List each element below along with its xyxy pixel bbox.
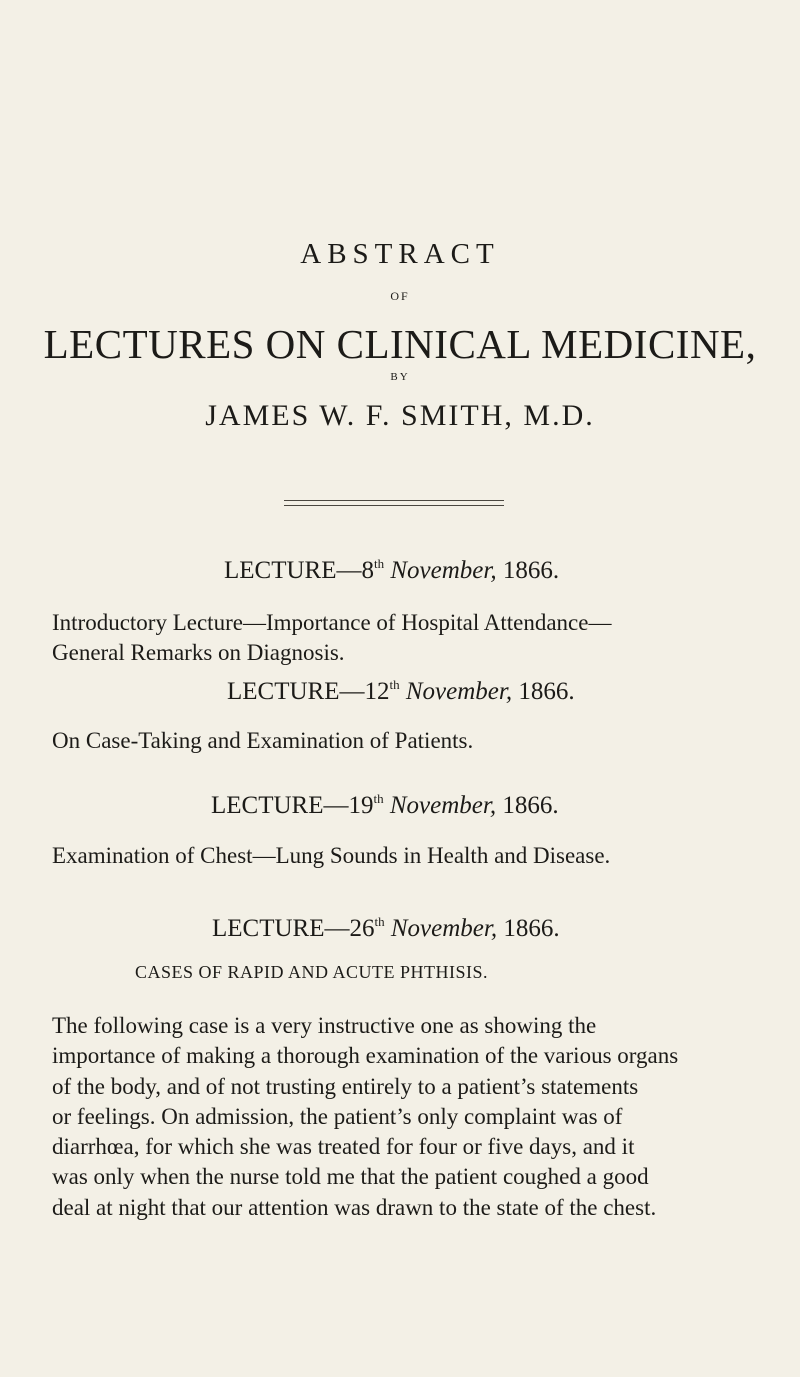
lecture-day-suffix: th [389,677,400,692]
lecture-prefix: LECTURE— [211,792,349,819]
paragraph-line: importance of making a thorough examination of the various organs [52,1043,679,1069]
lecture-day-suffix: th [373,791,384,806]
lecture-day: 19 [348,792,374,819]
lecture-prefix: LECTURE— [224,557,362,584]
lecture-heading [212,914,560,943]
divider-rule-bottom [284,505,504,506]
lecture-year: 1866. [518,678,575,705]
lecture-day: 12 [364,678,390,705]
of-label: OF [390,289,410,303]
lecture-description: Examination of Chest—Lung Sounds in Health and Disease. [52,843,611,868]
paragraph-line: of the body, and of not trusting entirely to a patient’s statements [52,1073,639,1099]
lecture-prefix: LECTURE— [212,915,350,942]
lecture-heading [211,791,559,820]
abstract-heading: ABSTRACT [300,238,500,270]
lecture-prefix: LECTURE— [227,678,365,705]
lecture-month: November, [390,915,498,942]
case-subheading: CASES OF RAPID AND ACUTE PHTHISIS. [135,962,489,982]
author-name: JAMES W. F. SMITH, M.D. [205,399,595,432]
lecture-year: 1866. [503,915,560,942]
lecture-heading [224,556,559,585]
lecture-day: 8 [361,557,374,584]
lecture-day-suffix: th [374,914,385,929]
paragraph-line: or feelings. On admission, the patient’s only complaint was of [52,1103,623,1129]
paragraph-line: was only when the nurse told me that the patient coughed a good [52,1164,649,1190]
paragraph-line: diarrhœa, for which she was treated for four or five days, and it [52,1134,635,1160]
divider-rule-top [284,500,504,501]
paragraph-line: deal at night that our attention was drawn to the state of the chest. [52,1194,657,1220]
lecture-description: On Case-Taking and Examination of Patients. [52,728,474,753]
lecture-heading [227,677,575,706]
lecture-day-suffix: th [374,556,385,571]
lecture-description: Introductory Lecture—Importance of Hospital Attendance— [52,610,612,635]
lecture-description: General Remarks on Diagnosis. [52,640,345,665]
by-label: BY [390,371,410,383]
lecture-month: November, [389,792,497,819]
main-title: LECTURES ON CLINICAL MEDICINE, [43,321,757,367]
lecture-year: 1866. [502,557,560,584]
lecture-day: 26 [349,915,375,942]
paragraph-line: The following case is a very instructive one as showing the [52,1013,597,1038]
lecture-month: November, [390,557,497,584]
lecture-year: 1866. [502,792,559,819]
case-paragraph [52,1011,742,1223]
lecture-month: November, [405,678,513,705]
